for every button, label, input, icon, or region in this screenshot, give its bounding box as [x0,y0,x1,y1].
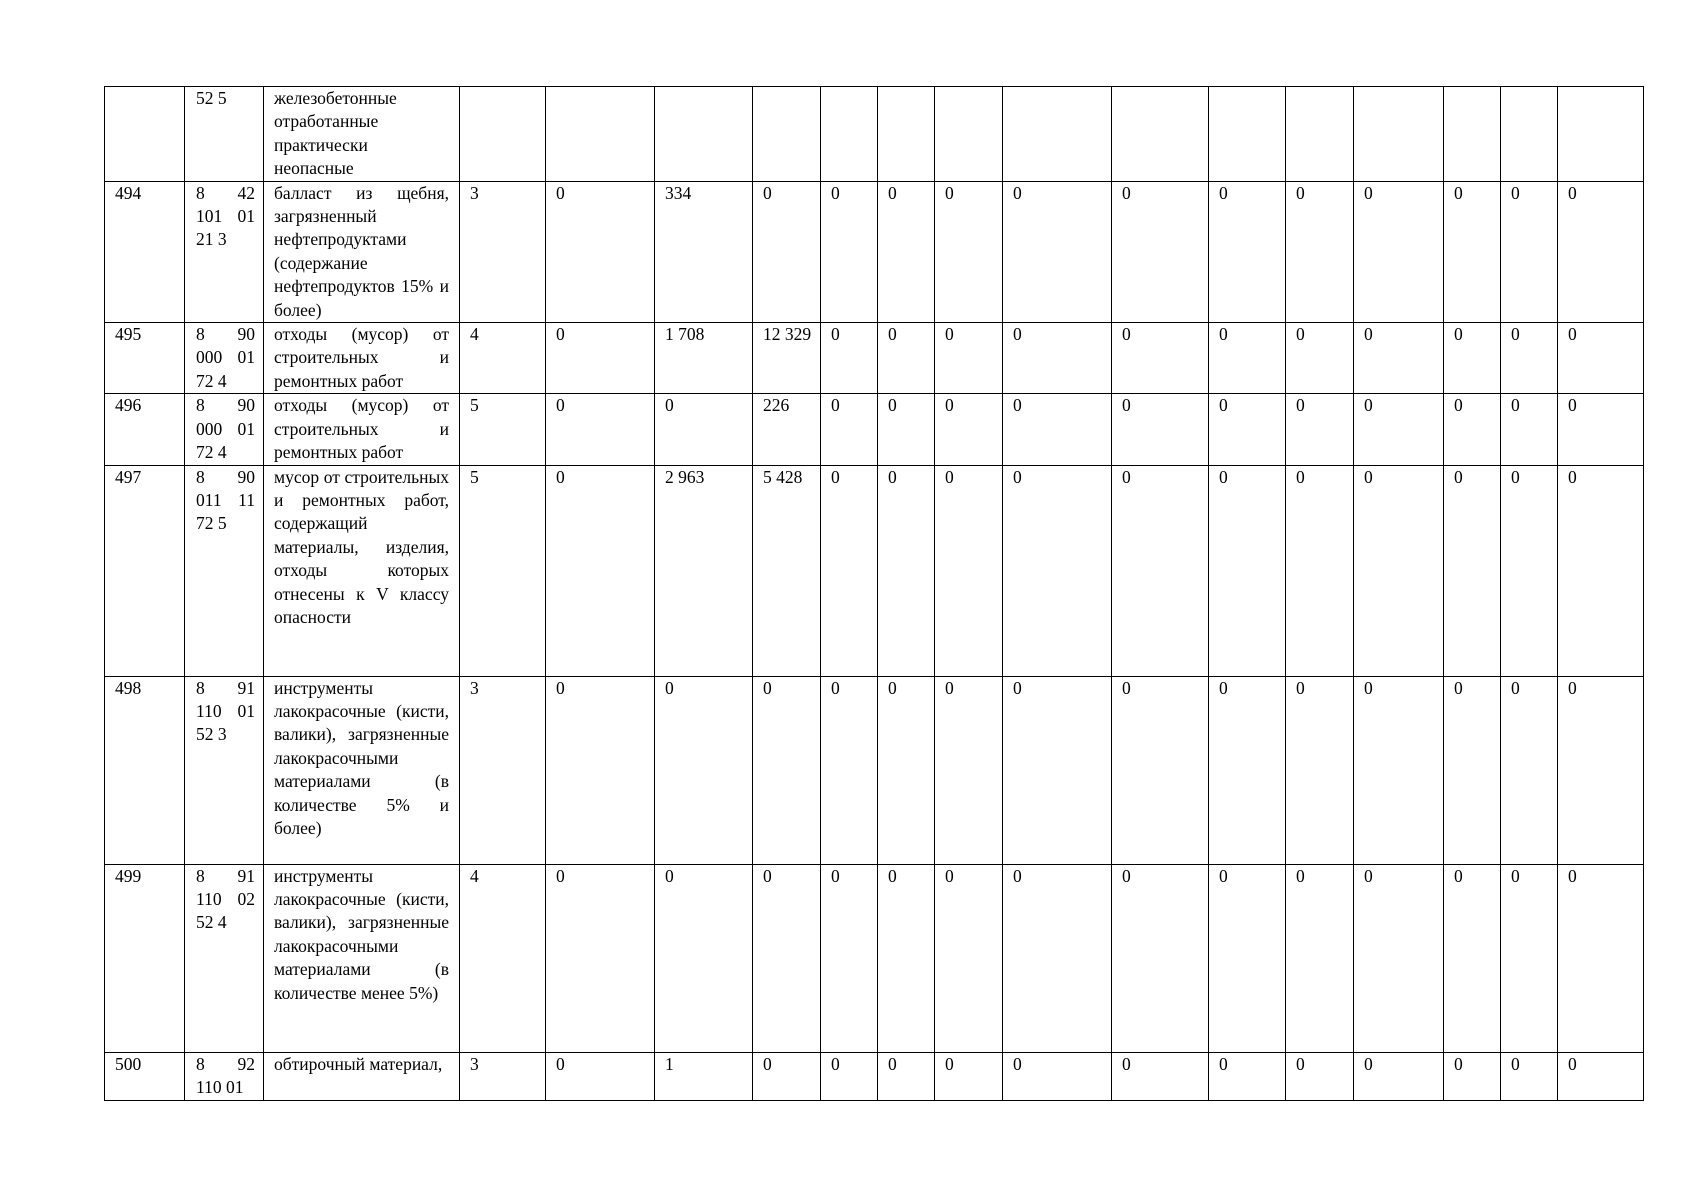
waste-description-cell: инструменты лакокрасочные (кисти, валики), загрязненные лакокрасочными материалами (в количестве менее 5%) [264,864,460,1052]
value-cell: 0 [655,394,753,465]
table-row [105,394,1644,465]
row-number-cell: 499 [105,864,185,1052]
value-cell: 1 708 [655,323,753,394]
value-cell: 0 [1112,181,1209,322]
value-cell: 0 [1209,465,1286,676]
value-cell [1558,87,1644,182]
value-cell: 0 [1112,394,1209,465]
value-cell: 0 [1209,323,1286,394]
value-cell: 0 [1501,323,1558,394]
value-cell: 0 [1354,864,1444,1052]
waste-code-cell: 52 5 [185,87,264,182]
value-cell: 0 [1003,394,1112,465]
value-cell: 0 [753,864,821,1052]
row-number-cell: 494 [105,181,185,322]
value-cell: 5 [460,465,546,676]
value-cell: 0 [1003,676,1112,864]
value-cell [655,87,753,182]
table-row [105,465,1644,676]
value-cell: 0 [1286,394,1354,465]
value-cell: 0 [1558,394,1644,465]
value-cell: 0 [1286,465,1354,676]
value-cell [1444,87,1501,182]
table-row [105,181,1644,322]
value-cell: 0 [1444,323,1501,394]
value-cell: 0 [821,181,878,322]
value-cell: 0 [1501,181,1558,322]
table-row [105,676,1644,864]
value-cell: 0 [546,465,655,676]
value-cell: 0 [935,1052,1003,1100]
value-cell: 0 [935,394,1003,465]
value-cell: 0 [1444,394,1501,465]
value-cell [1286,87,1354,182]
value-cell: 0 [1003,1052,1112,1100]
value-cell: 0 [821,864,878,1052]
value-cell: 0 [821,465,878,676]
waste-description-cell: железобетонные отработанные практически неопасные [264,87,460,182]
value-cell: 0 [878,465,935,676]
table-row [105,864,1644,1052]
value-cell: 0 [1286,323,1354,394]
value-cell [1003,87,1112,182]
value-cell: 0 [546,1052,655,1100]
value-cell: 0 [1558,864,1644,1052]
value-cell: 0 [1501,1052,1558,1100]
value-cell: 0 [1209,1052,1286,1100]
value-cell: 0 [753,1052,821,1100]
value-cell: 0 [1003,864,1112,1052]
value-cell: 0 [1354,676,1444,864]
value-cell: 0 [1444,465,1501,676]
value-cell: 0 [1444,864,1501,1052]
value-cell: 0 [1501,676,1558,864]
row-number-cell: 498 [105,676,185,864]
value-cell: 0 [1501,394,1558,465]
value-cell [1209,87,1286,182]
value-cell: 0 [1209,676,1286,864]
value-cell: 4 [460,864,546,1052]
value-cell [821,87,878,182]
waste-description-cell: инструменты лакокрасочные (кисти, валики), загрязненные лакокрасочными материалами (в количестве 5% и более) [264,676,460,864]
value-cell: 0 [878,323,935,394]
value-cell: 0 [1209,394,1286,465]
value-cell: 0 [1558,323,1644,394]
value-cell [1112,87,1209,182]
value-cell: 0 [546,864,655,1052]
value-cell [460,87,546,182]
value-cell: 0 [1286,181,1354,322]
value-cell: 0 [1209,864,1286,1052]
waste-code-cell: 8 91 110 02 52 4 [185,864,264,1052]
value-cell: 5 [460,394,546,465]
value-cell: 0 [546,394,655,465]
value-cell: 0 [1558,181,1644,322]
row-number-cell [105,87,185,182]
row-number-cell: 497 [105,465,185,676]
waste-code-cell: 8 42 101 01 21 3 [185,181,264,322]
value-cell: 0 [1112,864,1209,1052]
value-cell: 0 [821,676,878,864]
table-row [105,323,1644,394]
value-cell: 4 [460,323,546,394]
value-cell: 0 [1444,181,1501,322]
table-row [105,87,1644,182]
value-cell: 2 963 [655,465,753,676]
value-cell: 0 [1112,323,1209,394]
value-cell [1501,87,1558,182]
value-cell [878,87,935,182]
value-cell [935,87,1003,182]
value-cell: 0 [935,323,1003,394]
value-cell: 0 [821,323,878,394]
value-cell: 0 [1444,676,1501,864]
value-cell [546,87,655,182]
value-cell: 0 [1209,181,1286,322]
value-cell: 0 [1003,465,1112,676]
value-cell: 0 [1501,864,1558,1052]
value-cell: 0 [655,676,753,864]
waste-code-cell: 8 90 000 01 72 4 [185,323,264,394]
value-cell: 0 [1112,465,1209,676]
waste-description-cell: обтирочный материал, [264,1052,460,1100]
value-cell: 0 [1003,181,1112,322]
value-cell: 0 [821,394,878,465]
row-number-cell: 500 [105,1052,185,1100]
value-cell: 0 [935,465,1003,676]
value-cell: 0 [935,864,1003,1052]
waste-description-cell: мусор от строительных и ремонтных работ, содержащий материалы, изделия, отходы которых отнесены к V классу опасности [264,465,460,676]
value-cell: 0 [1558,1052,1644,1100]
value-cell: 0 [1444,1052,1501,1100]
value-cell: 0 [1112,676,1209,864]
value-cell: 0 [546,676,655,864]
table-row [105,1052,1644,1100]
value-cell [1354,87,1444,182]
waste-description-cell: отходы (мусор) от строительных и ремонтных работ [264,394,460,465]
value-cell: 0 [878,676,935,864]
waste-code-cell: 8 91 110 01 52 3 [185,676,264,864]
value-cell: 3 [460,181,546,322]
value-cell: 12 329 [753,323,821,394]
value-cell: 0 [1112,1052,1209,1100]
waste-code-cell: 8 90 000 01 72 4 [185,394,264,465]
row-number-cell: 496 [105,394,185,465]
value-cell: 5 428 [753,465,821,676]
value-cell: 0 [821,1052,878,1100]
value-cell: 0 [753,181,821,322]
value-cell: 0 [1354,465,1444,676]
waste-description-cell: балласт из щебня, загрязненный нефтепродуктами (содержание нефтепродуктов 15% и более) [264,181,460,322]
value-cell: 0 [1354,181,1444,322]
value-cell: 0 [878,864,935,1052]
value-cell: 0 [1354,394,1444,465]
value-cell: 0 [753,676,821,864]
value-cell: 0 [1354,323,1444,394]
waste-code-cell: 8 92 110 01 [185,1052,264,1100]
value-cell: 0 [1501,465,1558,676]
value-cell: 226 [753,394,821,465]
value-cell: 0 [546,323,655,394]
value-cell: 0 [1354,1052,1444,1100]
value-cell: 0 [1286,676,1354,864]
value-cell [753,87,821,182]
value-cell: 3 [460,676,546,864]
value-cell: 0 [1558,676,1644,864]
value-cell: 0 [878,394,935,465]
waste-code-cell: 8 90 011 11 72 5 [185,465,264,676]
value-cell: 0 [546,181,655,322]
value-cell: 0 [935,181,1003,322]
row-number-cell: 495 [105,323,185,394]
waste-description-cell: отходы (мусор) от строительных и ремонтных работ [264,323,460,394]
value-cell: 0 [878,181,935,322]
value-cell: 334 [655,181,753,322]
value-cell: 0 [1003,323,1112,394]
value-cell: 0 [655,864,753,1052]
value-cell: 1 [655,1052,753,1100]
value-cell: 0 [1558,465,1644,676]
waste-inventory-table [104,86,1644,1101]
value-cell: 0 [1286,1052,1354,1100]
value-cell: 0 [935,676,1003,864]
value-cell: 0 [878,1052,935,1100]
table-body [105,87,1644,1101]
value-cell: 3 [460,1052,546,1100]
value-cell: 0 [1286,864,1354,1052]
